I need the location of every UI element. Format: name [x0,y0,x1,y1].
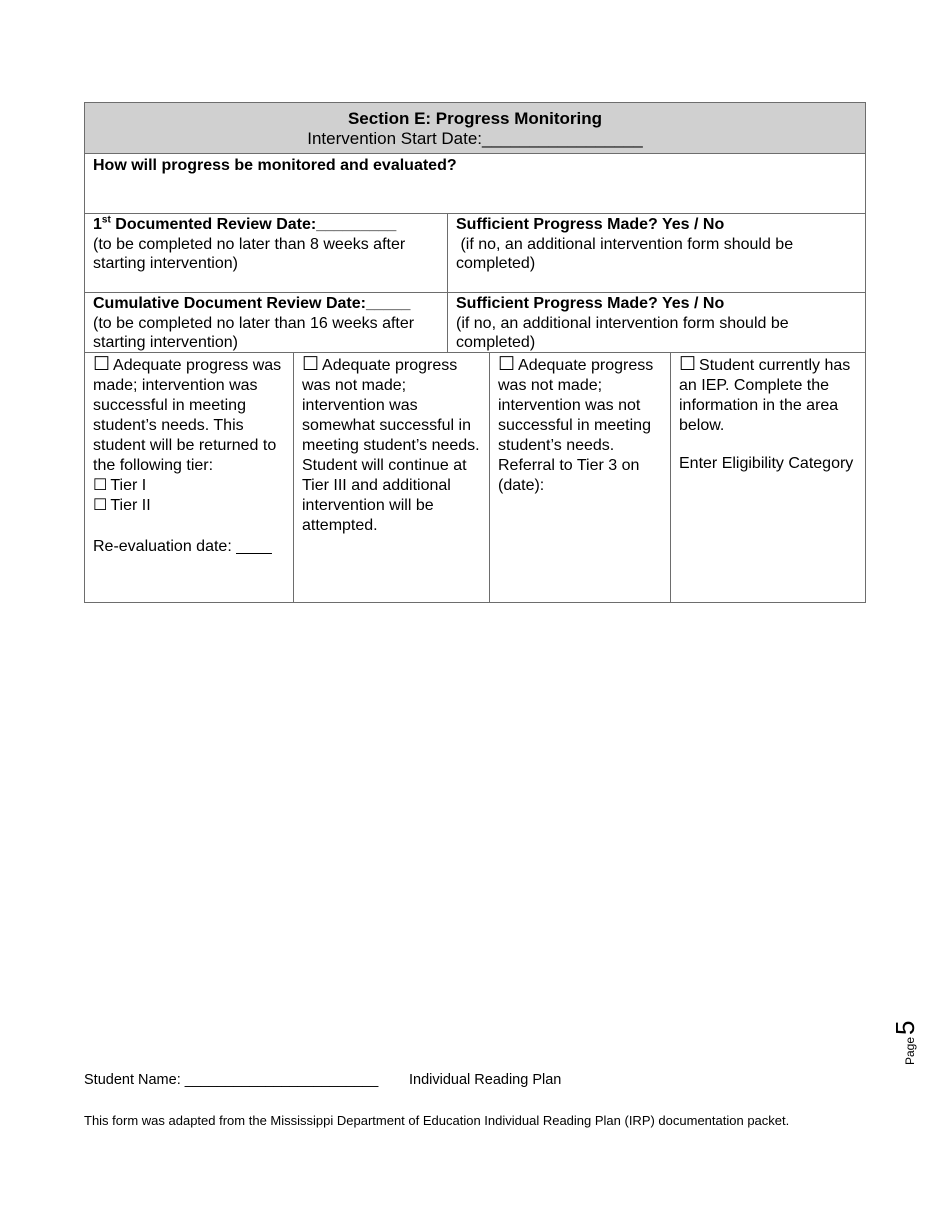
cumulative-review-label: Cumulative Document Review Date:_____ [93,295,411,312]
first-review-note: (to be completed no later than 8 weeks after starting intervention) [93,235,406,272]
page-number [890,1015,930,1070]
checkbox-icon[interactable]: ☐ [498,354,516,375]
page-number-value: 5 [890,1020,920,1035]
option-not-successful-text: Adequate progress was not made; intervention was not successful in meeting student’s needs. Referral to Tier 3 on (date): [498,357,654,494]
option-has-iep [671,353,865,602]
checkbox-icon[interactable]: ☐ [93,354,111,375]
first-review-cell[interactable] [85,214,448,292]
page-label: Page [903,1036,917,1065]
checkbox-icon[interactable]: ☐ [302,354,320,375]
first-sufficient-cell[interactable] [448,214,865,292]
tier2-option[interactable]: ☐ Tier II [93,497,151,514]
option-not-successful [490,353,671,602]
section-title: Section E: Progress Monitoring [347,109,603,128]
cumulative-sufficient-cell[interactable] [448,293,865,352]
eligibility-category[interactable]: Enter Eligibility Category [679,455,854,472]
option-has-iep-text: Student currently has an IEP. Complete the information in the area below. [679,357,851,434]
checkbox-icon[interactable]: ☐ [93,497,108,514]
first-review-label: 1st Documented Review Date:_________ [93,214,397,233]
cumulative-review-note: (to be completed no later than 16 weeks after starting intervention) [93,314,415,351]
adaptation-note: This form was adapted from the Mississippi Department of Education Individual Reading Plan (IRP) documentation packet. [84,1113,790,1128]
checkbox-icon[interactable]: ☐ [679,354,697,375]
option-progress-made [85,353,294,602]
first-review-row [85,214,865,293]
checkbox-icon[interactable]: ☐ [93,477,108,494]
monitoring-question-label: How will progress be monitored and evaluated? [93,157,457,174]
student-name-field[interactable]: Student Name: ________________________ [84,1072,379,1088]
tier1-option[interactable]: ☐ Tier I [93,477,147,494]
outcome-options-row [85,353,865,602]
first-sufficient-note: (if no, an additional intervention form should be completed) [456,235,798,272]
cumulative-sufficient-label: Sufficient Progress Made? Yes / No [456,295,725,312]
plan-title: Individual Reading Plan [409,1072,562,1088]
option-somewhat-successful-text: Adequate progress was not made; intervention was somewhat successful in meeting student’s needs. Student will continue at Tier III and additional intervention will be attempted. [302,357,480,534]
reevaluation-date[interactable]: Re-evaluation date: ____ [93,538,272,555]
cumulative-review-cell[interactable] [85,293,448,352]
intervention-start-date[interactable]: Intervention Start Date:_________________ [307,129,643,148]
cumulative-review-row [85,293,865,353]
progress-monitoring-table [84,102,866,603]
section-header [85,103,865,154]
cumulative-sufficient-note: (if no, an additional intervention form should be completed) [456,314,789,351]
option-somewhat-successful [294,353,490,602]
monitoring-question[interactable] [85,154,865,214]
first-sufficient-label: Sufficient Progress Made? Yes / No [456,216,725,233]
option-progress-made-text: Adequate progress was made; intervention was successful in meeting student’s needs. This student will be returned to the following tier: [93,357,282,474]
